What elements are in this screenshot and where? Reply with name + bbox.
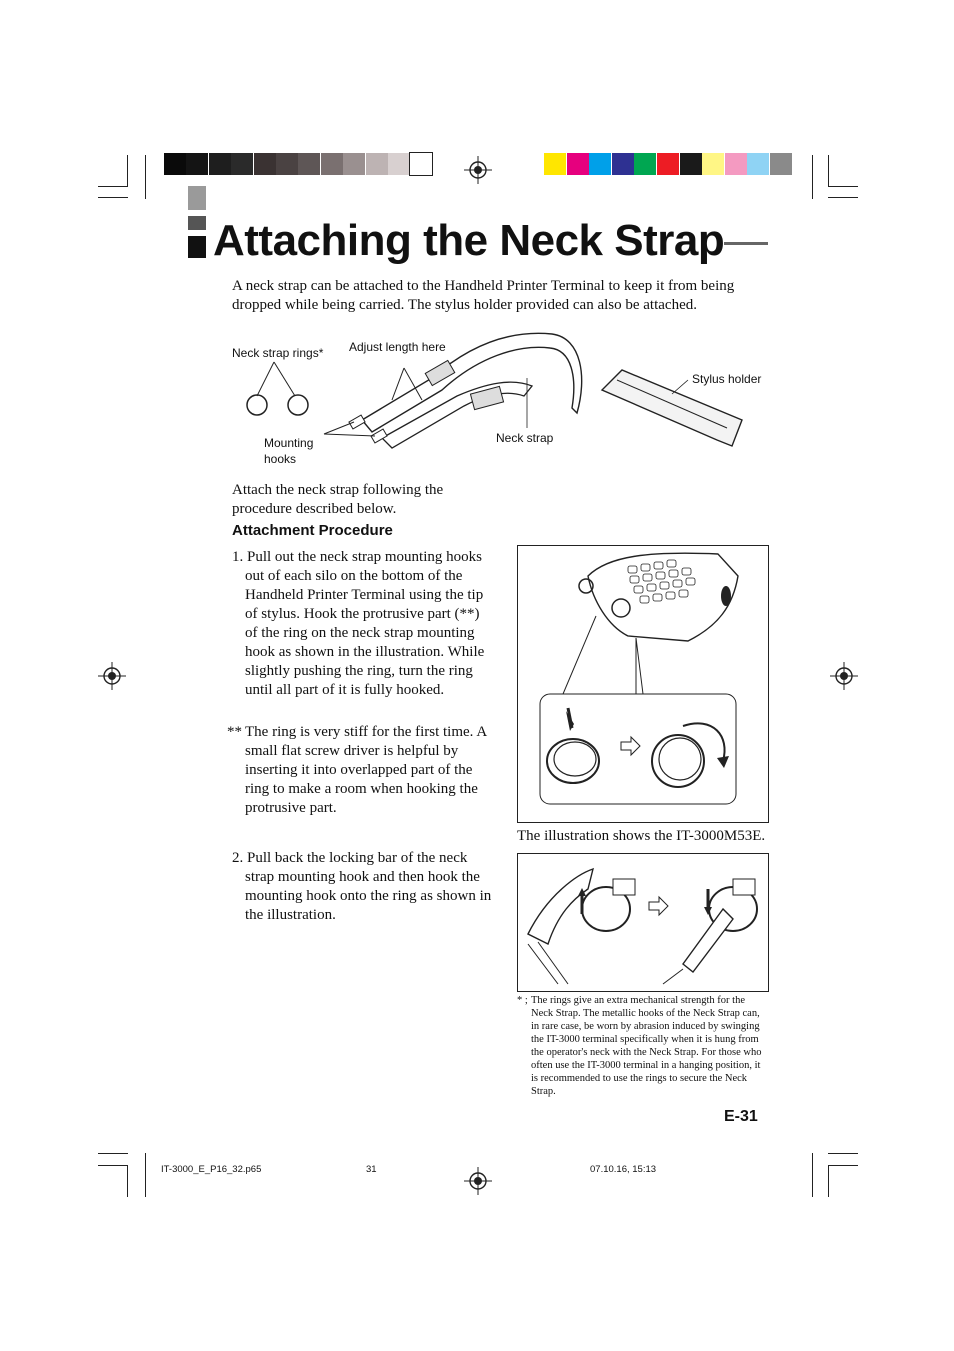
gray-swatch <box>209 153 231 175</box>
gray-swatch <box>186 153 208 175</box>
figure-caption: The illustration shows the IT-3000M53E. <box>517 828 766 844</box>
color-swatch <box>612 153 634 175</box>
step-1: 1. Pull out the neck strap mounting hooks out of each silo on the bottom of the Handheld Printer Terminal using the tip of stylus. Hook the protrusive part (**) of the ring on the neck strap mounting hook as shown in the illustration. While slightly pushing the ring, turn the ring until all part of it is fully hooked. <box>232 549 485 698</box>
color-swatch <box>680 153 702 175</box>
title-marker-mid <box>188 216 206 230</box>
figure-ring-hooking <box>517 545 769 823</box>
note-marker: ** <box>227 724 242 740</box>
note-text: The ring is very stiff for the first time. A small flat screw driver is helpful by inserting it into overlapped part of the ring to make a room when hooking the protrusive part. <box>245 724 487 816</box>
gray-swatch <box>254 153 276 175</box>
gray-swatch <box>366 153 388 175</box>
attach-intro: Attach the neck strap following the procedure described below. <box>232 482 444 517</box>
label-neck-strap: Neck strap <box>496 431 554 445</box>
title-marker-light <box>188 186 206 210</box>
slug-date: 07.10.16, 15:13 <box>590 1164 657 1175</box>
procedure-heading: Attachment Procedure <box>232 522 393 539</box>
figure-locking-bar <box>517 853 769 992</box>
gray-swatch <box>164 153 186 175</box>
step-2: 2. Pull back the locking bar of the neck strap mounting hook and then hook the mounting hook onto the ring as shown in the illustration. <box>232 850 492 923</box>
label-hooks: hooks <box>264 452 297 466</box>
color-swatch <box>634 153 656 175</box>
color-swatch <box>657 153 679 175</box>
label-mounting: Mounting <box>264 436 314 450</box>
color-swatch <box>725 153 747 175</box>
color-swatch <box>747 153 769 175</box>
gray-swatch <box>231 153 253 175</box>
gray-swatch <box>388 153 410 175</box>
gray-swatch <box>343 153 365 175</box>
page-number: E-31 <box>724 1108 758 1125</box>
slug-page: 31 <box>366 1164 377 1175</box>
title-marker-dark <box>188 236 206 258</box>
label-neck-strap-rings: Neck strap rings* <box>232 346 324 360</box>
color-swatch <box>544 153 566 175</box>
color-swatch <box>567 153 589 175</box>
intro-paragraph: A neck strap can be attached to the Handheld Printer Terminal to keep it from being dropped while being carried. The stylus holder provided can also be attached. <box>232 278 735 313</box>
title-rule <box>724 242 768 245</box>
registration-target-bottom-icon <box>464 1167 492 1195</box>
gray-swatch <box>410 153 432 175</box>
label-stylus-holder: Stylus holder <box>692 372 762 386</box>
registration-target-right-icon <box>830 662 858 690</box>
color-swatch <box>702 153 724 175</box>
gray-swatch <box>321 153 343 175</box>
registration-target-left-icon <box>98 662 126 690</box>
label-adjust-length: Adjust length here <box>349 340 446 354</box>
slug-file: IT-3000_E_P16_32.p65 <box>161 1164 262 1175</box>
footnote-marker: * ; <box>517 995 528 1006</box>
registration-target-top-icon <box>464 156 492 184</box>
color-swatch <box>589 153 611 175</box>
page-title: Attaching the Neck Strap <box>213 216 725 265</box>
gray-swatch <box>276 153 298 175</box>
color-swatch <box>770 153 792 175</box>
gray-swatch <box>298 153 320 175</box>
footnote-text: The rings give an extra mechanical strength for the Neck Strap. The metallic hooks of the Neck Strap can, in rare case, be worn by abrasion induced by swinging the IT-3000 terminal specifically when it is hung from the operator's neck with the Neck Strap. For those who often use the IT-3000 terminal in a hanging position, it is recommended to use the rings to secure the Neck Strap. <box>531 995 762 1097</box>
